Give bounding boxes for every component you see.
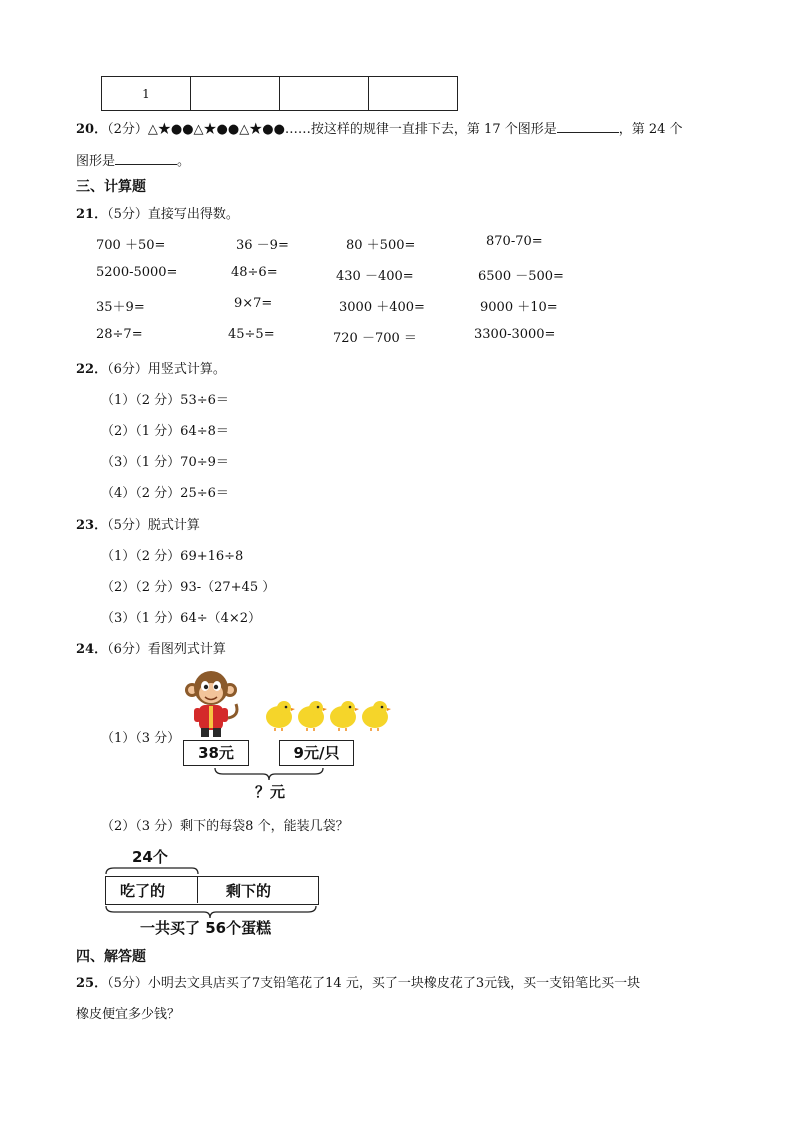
question-score: （5分）	[107, 207, 148, 222]
question-23	[76, 514, 200, 533]
question-21	[76, 203, 239, 222]
section-title: 三、计算题	[76, 179, 146, 195]
question-score: （6分）	[107, 362, 148, 377]
question-20	[76, 118, 683, 137]
price-box-monkey: 38元	[183, 740, 249, 766]
question-text: △★●●△★●●△★●●……按这样的规律一直排下去，第 17 个图形是	[147, 122, 557, 137]
question-text: 看图列式计算	[147, 642, 226, 657]
answer-table	[101, 76, 458, 111]
calc-item: 720 －700 ＝	[333, 331, 417, 346]
question-text: ，第 24 个	[618, 122, 683, 137]
calc-item: 36 －9=	[236, 238, 289, 253]
calc-item: 9000 ＋10=	[480, 300, 558, 315]
question-number: 20．	[76, 122, 108, 137]
result-label: ？元	[255, 783, 286, 801]
question-text: 图形是	[76, 154, 116, 169]
question-number: 23．	[76, 518, 108, 533]
segment-eaten: 吃了的	[120, 882, 166, 900]
question-score: （2分）	[107, 122, 148, 137]
question-number: 22．	[76, 362, 108, 377]
sub-question: （1）（2 分）53÷6＝	[101, 393, 229, 408]
question-text: 脱式计算	[147, 518, 200, 533]
table-cell	[280, 77, 369, 111]
sub-question: （1）（2 分）69+16÷8	[101, 549, 244, 564]
chicks-illustration	[262, 696, 392, 732]
question-score: （5分）	[107, 518, 148, 533]
question-22	[76, 358, 226, 377]
sub-question: （3）（1 分）70÷9＝	[101, 455, 229, 470]
question-text: 用竖式计算。	[147, 362, 226, 377]
calc-item: 80 ＋500=	[346, 238, 416, 253]
chick-icon	[298, 701, 327, 731]
sub-question: （3）（1 分）64÷（4×2）	[101, 611, 262, 626]
question-text: 直接写出得数。	[147, 207, 239, 222]
sub-question: （4）（2 分）25÷6＝	[101, 486, 229, 501]
question-25-cont: 橡皮便宜多少钱？	[76, 1007, 181, 1022]
calc-item: 28÷7=	[96, 327, 143, 342]
calc-item: 3000 ＋400=	[339, 300, 425, 315]
question-text: 小明去文具店买了7支铅笔花了14 元，买了一块橡皮花了3元钱，买一支铅笔比买一块	[147, 976, 641, 991]
question-number: 21．	[76, 207, 108, 222]
monkey-illustration	[184, 668, 244, 740]
calc-item: 48÷6=	[231, 265, 278, 280]
answer-blank[interactable]	[557, 132, 619, 133]
answer-blank[interactable]	[115, 164, 177, 165]
calc-item: 45÷5=	[228, 327, 275, 342]
sub-question-label: （1）（3 分）	[101, 731, 181, 746]
calc-item: 430 －400=	[336, 269, 414, 284]
table-cell	[369, 77, 458, 111]
calc-item: 3300-3000=	[474, 327, 556, 342]
question-25	[76, 972, 640, 991]
sub-question-label: （2）（3 分）剩下的每袋8 个，能装几袋？	[101, 819, 349, 834]
calc-item: 9×7=	[234, 296, 273, 311]
question-score: （6分）	[107, 642, 148, 657]
chick-icon	[330, 701, 359, 731]
question-score: （5分）	[107, 976, 148, 991]
eaten-count-label: 24个	[132, 848, 168, 866]
sub-question: （2）（1 分）64÷8＝	[101, 424, 229, 439]
question-number: 24．	[76, 642, 108, 657]
calc-item: 700 ＋50=	[96, 238, 166, 253]
table-cell: 1	[102, 77, 191, 111]
calc-item: 6500 －500=	[478, 269, 564, 284]
question-20-cont	[76, 150, 190, 169]
table-cell	[191, 77, 280, 111]
section-title: 四、解答题	[76, 949, 146, 965]
chick-icon	[362, 701, 391, 731]
calc-item: 5200-5000=	[96, 265, 178, 280]
chick-icon	[266, 701, 295, 731]
sub-question: （2）（2 分）93-（27+45 ）	[101, 580, 276, 595]
brace-top	[104, 862, 200, 876]
total-label: 一共买了 56个蛋糕	[140, 919, 272, 937]
price-box-chick: 9元/只	[279, 740, 354, 766]
table-row	[102, 77, 458, 111]
brace	[213, 766, 325, 782]
question-text: 。	[177, 154, 191, 169]
segment-divider	[197, 876, 198, 903]
question-24	[76, 638, 226, 657]
calc-item: 870-70=	[486, 234, 543, 249]
segment-remaining: 剩下的	[226, 882, 272, 900]
calc-item: 35＋9=	[96, 300, 145, 315]
question-number: 25．	[76, 976, 108, 991]
